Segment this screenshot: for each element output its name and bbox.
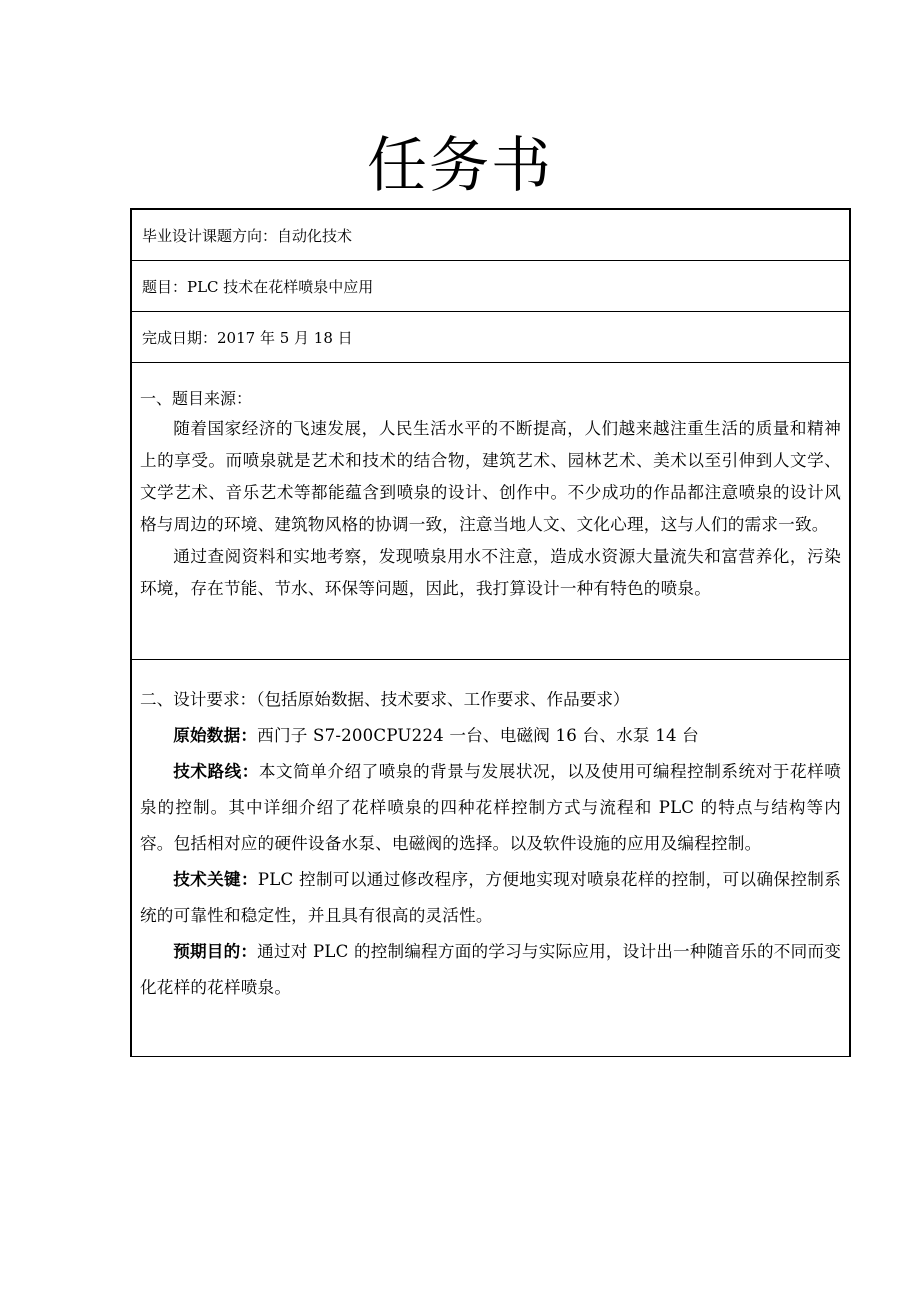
- direction-row: [132, 210, 849, 261]
- requirement-text: PLC 控制可以通过修改程序，方便地实现对喷泉花样的控制，可以确保控制系统的可靠性和稳定性，并且具有很高的灵活性。: [140, 870, 842, 925]
- task-table: [130, 208, 851, 1057]
- topic-row: [132, 261, 849, 312]
- direction-text: 毕业设计课题方向：自动化技术: [142, 226, 353, 245]
- requirement-label: 预期目的：: [173, 942, 258, 961]
- requirement-technical-key: [140, 862, 841, 934]
- requirements-section: [132, 660, 849, 1057]
- requirement-label: 技术路线：: [173, 762, 259, 781]
- requirements-heading: 二、设计要求：（包括原始数据、技术要求、工作要求、作品要求）: [140, 690, 630, 709]
- document-title: 任务书: [367, 131, 553, 201]
- requirement-label: 原始数据：: [173, 726, 258, 745]
- requirement-text: 西门子 S7-200CPU224 一台、电磁阀 16 台、水泵 14 台: [257, 726, 699, 745]
- source-section: [132, 363, 849, 660]
- requirement-expected-goal: [140, 934, 841, 1006]
- requirement-original-data: [140, 718, 841, 754]
- date-row: [132, 312, 849, 363]
- source-heading: 一、题目来源：: [140, 389, 253, 408]
- requirement-label: 技术关键：: [173, 870, 258, 889]
- requirement-text: 本文简单介绍了喷泉的背景与发展状况，以及使用可编程控制系统对于花样喷泉的控制。其中详细介绍了花样喷泉的四种花样控制方式与流程和 PLC 的特点与结构等内容。包括相对应的硬件设备水泵、电磁阀的选择。以及软件设施的应用及编程控制。: [140, 762, 841, 853]
- date-text: 完成日期：2017 年 5 月 18 日: [142, 328, 353, 347]
- topic-text: 题目：PLC 技术在花样喷泉中应用: [142, 277, 374, 296]
- source-paragraph: 随着国家经济的飞速发展，人民生活水平的不断提高，人们越来越注重生活的质量和精神上的享受。而喷泉就是艺术和技术的结合物，建筑艺术、园林艺术、美术以至引伸到人文学、文学艺术、音乐艺术等都能蕴含到喷泉的设计、创作中。不少成功的作品都注意喷泉的设计风格与周边的环境、建筑物风格的协调一致，注意当地人文、文化心理，这与人们的需求一致。: [140, 419, 841, 534]
- requirement-text: 通过对 PLC 的控制编程方面的学习与实际应用，设计出一种随音乐的不同而变化花样的花样喷泉。: [140, 942, 841, 997]
- requirement-technical-route: [140, 754, 841, 862]
- source-paragraph: 通过查阅资料和实地考察，发现喷泉用水不注意，造成水资源大量流失和富营养化，污染环境，存在节能、节水、环保等问题，因此，我打算设计一种有特色的喷泉。: [140, 547, 841, 598]
